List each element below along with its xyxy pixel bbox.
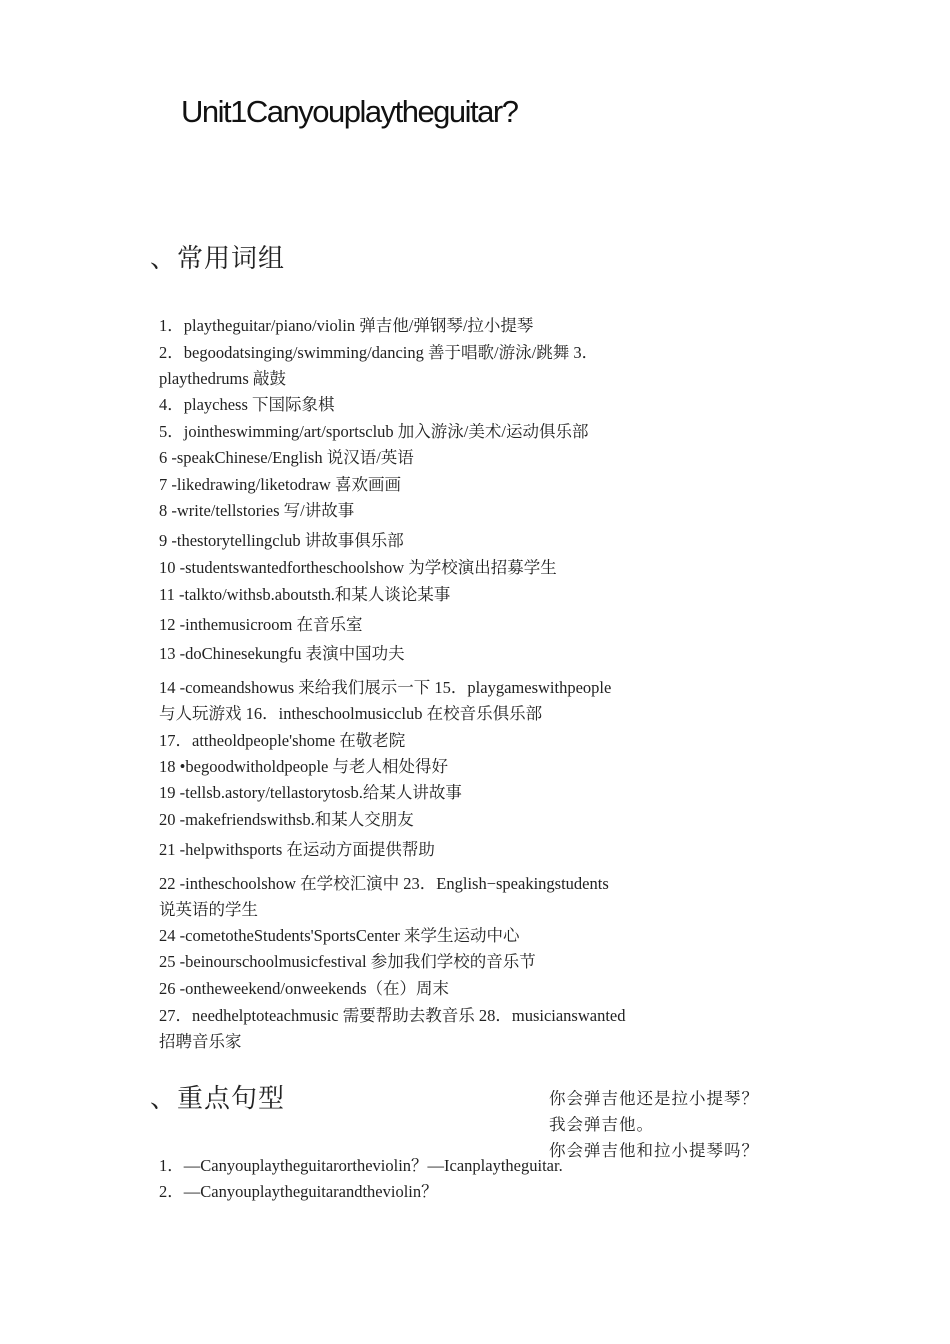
phrase-line: 2．begoodatsinging/swimming/dancing 善于唱歌/游泳/跳舞 3．: [159, 343, 599, 362]
phrase-line: 9 -thestorytellingclub 讲故事俱乐部: [159, 531, 404, 550]
side-note-clipped: 你会弹吉他和拉小提琴吗？: [549, 1141, 759, 1160]
phrase-line: 22 -intheschoolshow 在学校汇演中 23．English−speakingstudents: [159, 874, 609, 893]
phrase-line: 招聘音乐家: [159, 1032, 242, 1051]
side-note: 我会弹吉他。: [549, 1115, 654, 1134]
phrase-line: 5．jointheswimming/art/sportsclub 加入游泳/美术/运动俱乐部: [159, 422, 589, 441]
phrase-line: 18 •begoodwitholdpeople 与老人相处得好: [159, 757, 448, 776]
phrase-line: 4．playchess 下国际象棋: [159, 395, 335, 414]
phrase-line: 6 -speakChinese/English 说汉语/英语: [159, 448, 414, 467]
phrase-line: 与人玩游戏 16．intheschoolmusicclub 在校音乐俱乐部: [159, 704, 543, 723]
phrase-line: 24 -cometotheStudents'SportsCenter 来学生运动中心: [159, 926, 520, 945]
phrase-line: 17．attheoldpeople'shome 在敬老院: [159, 731, 406, 750]
phrase-line: 8 -write/tellstories 写/讲故事: [159, 501, 355, 520]
side-note: 你会弹吉他还是拉小提琴？: [549, 1089, 759, 1108]
phrase-line: 20 -makefriendswithsb.和某人交朋友: [159, 810, 414, 829]
phrase-line: 27．needhelptoteachmusic 需要帮助去教音乐 28．musicianswanted: [159, 1006, 626, 1025]
phrase-line: 11 -talkto/withsb.aboutsth.和某人谈论某事: [159, 585, 451, 604]
phrase-line: 19 -tellsb.astory/tellastorytosb.给某人讲故事: [159, 783, 462, 802]
phrase-line: 14 -comeandshowus 来给我们展示一下 15．playgameswithpeople: [159, 678, 612, 697]
phrase-line: 1．playtheguitar/piano/violin 弹吉他/弹钢琴/拉小提琴: [159, 316, 534, 335]
phrase-line: 10 -studentswantedfortheschoolshow 为学校演出招募学生: [159, 558, 557, 577]
page-title: Unit1Canyouplaytheguitar?: [181, 94, 518, 129]
phrase-line: 21 -helpwithsports 在运动方面提供帮助: [159, 840, 435, 859]
phrase-line: 7 -likedrawing/liketodraw 喜欢画画: [159, 475, 401, 494]
phrase-line: 25 -beinourschoolmusicfestival 参加我们学校的音乐节: [159, 952, 536, 971]
sentence-line: 2．—Canyouplaytheguitarandtheviolin？: [159, 1182, 438, 1201]
phrase-line: 12 -inthemusicroom 在音乐室: [159, 615, 363, 634]
phrase-line: 13 -doChinesekungfu 表演中国功夫: [159, 644, 405, 663]
section-heading-sentences: 、重点句型: [150, 1084, 286, 1113]
phrase-line: playthedrums 敲鼓: [159, 369, 286, 388]
phrase-line: 26 -ontheweekend/onweekends（在）周末: [159, 979, 450, 998]
phrase-line: 说英语的学生: [159, 900, 258, 919]
section-heading-phrases: 、常用词组: [150, 244, 286, 273]
sentence-line: 1．—Canyouplaytheguitarortheviolin？—Icanplaytheguitar.: [159, 1156, 563, 1175]
